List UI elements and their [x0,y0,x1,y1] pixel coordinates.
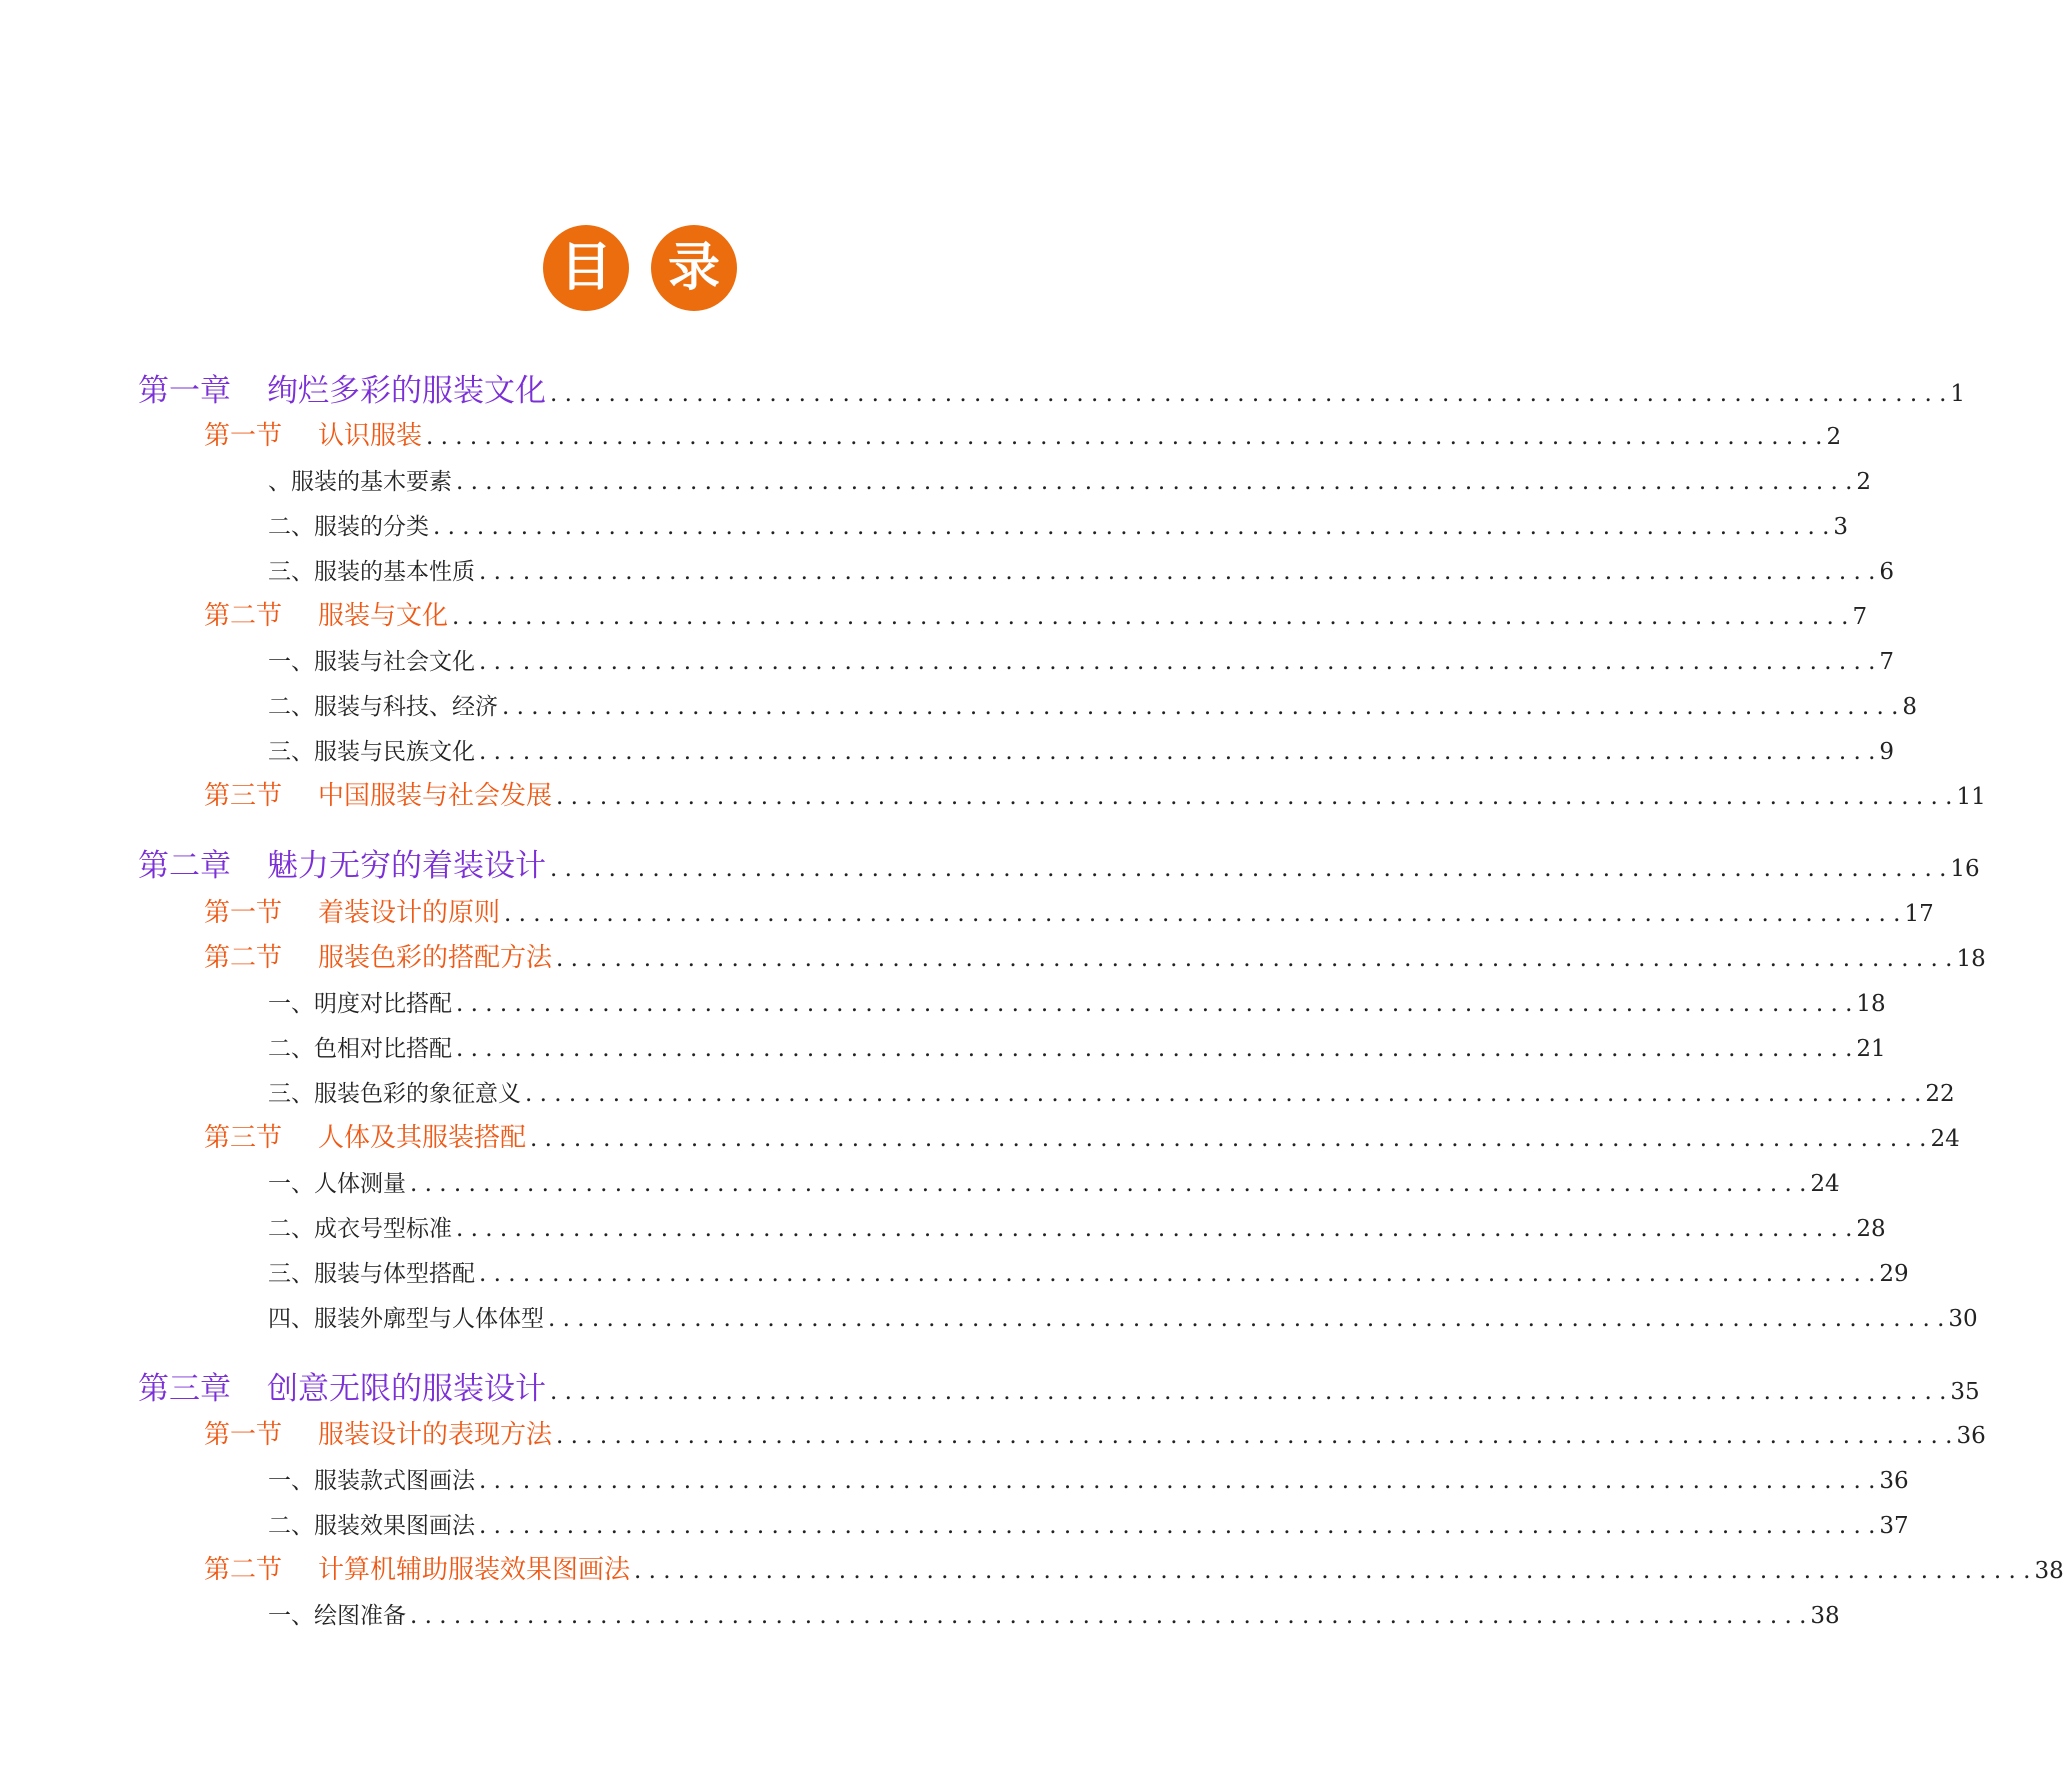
toc-item-text: 二、色相对比搭配 [268,1036,452,1062]
toc-chapter-title [138,1363,546,1408]
toc-item-title [268,1255,475,1288]
toc-chapter-number: 第三章 [138,1371,231,1407]
toc-section-number: 第一节 [204,898,283,928]
toc-item-title [268,1165,406,1198]
toc-chapter-row[interactable] [0,365,1966,410]
toc-section-text: 服装色彩的搭配方法 [318,943,553,973]
toc-page-number: 30 [1948,1306,1978,1332]
toc-leader-dots [456,991,1852,1017]
toc-item-row[interactable] [0,1075,1955,1108]
toc-leader-dots [452,604,1848,630]
toc-leader-dots [456,469,1852,495]
toc-section-text: 认识服装 [318,421,423,451]
toc-section-title [204,415,422,452]
toc-page-number: 36 [1956,1423,1986,1449]
toc-section-row[interactable] [0,1414,1986,1451]
toc-chapter-number: 第二章 [138,848,231,884]
toc-leader-dots [550,1379,1946,1405]
toc-chapter-text: 创意无限的服装设计 [267,1371,546,1407]
toc-item-title [268,553,475,586]
toc-leader-dots [433,514,1829,540]
toc-section-number: 第一节 [204,1420,283,1450]
toc-leader-dots [456,1216,1852,1242]
toc-item-text: 一、人体测量 [268,1171,406,1197]
toc-page-number: 18 [1956,946,1986,972]
toc-item-text: 二、服装与科技、经济 [268,694,498,720]
toc-page-number: 28 [1856,1216,1886,1242]
toc-leader-dots [456,1036,1852,1062]
toc-section-text: 中国服装与社会发展 [318,781,553,811]
toc-leader-dots [556,946,1952,972]
toc-item-row[interactable] [0,463,1872,496]
toc-section-number: 第二节 [204,601,283,631]
toc-section-title [204,1414,552,1451]
toc-leader-dots [479,1468,1875,1494]
toc-item-title [268,1597,406,1630]
toc-leader-dots [525,1081,1921,1107]
toc-page-number: 6 [1879,559,1895,585]
toc-item-title [268,1462,475,1495]
toc-section-row[interactable] [0,1549,2064,1586]
toc-page-number: 2 [1856,469,1872,495]
toc-section-text: 服装与文化 [318,601,449,631]
toc-item-text: 二、服装效果图画法 [268,1513,475,1539]
toc-page-number: 7 [1879,649,1895,675]
toc-section-text: 人体及其服装搭配 [318,1123,527,1153]
toc-page-number: 22 [1925,1081,1955,1107]
toc-page-number: 11 [1956,784,1986,810]
toc-item-text: 、服装的基木要素 [268,469,452,495]
toc-chapter-row[interactable] [0,1363,1980,1408]
toc-chapter-row[interactable] [0,840,1980,885]
toc-section-number: 第二节 [204,1555,283,1585]
toc-page-number: 3 [1833,514,1849,540]
toc-page-number: 35 [1950,1379,1980,1405]
toc-page-number: 24 [1810,1171,1840,1197]
toc-item-text: 一、服装与社会文化 [268,649,475,675]
toc-item-row[interactable] [0,1507,1909,1540]
toc-item-text: 三、服装色彩的象征意义 [268,1081,521,1107]
toc-item-title [268,643,475,676]
toc-section-title [204,892,500,929]
toc-item-text: 一、明度对比搭配 [268,991,452,1017]
toc-page-number: 1 [1950,381,1966,407]
toc-section-title [204,775,552,812]
toc-item-text: 三、服装与体型搭配 [268,1261,475,1287]
toc-page-number: 29 [1879,1261,1909,1287]
toc-section-row[interactable] [0,937,1986,974]
toc-section-text: 着装设计的原则 [318,898,501,928]
toc-item-row[interactable] [0,1255,1909,1288]
toc-chapter-text: 魅力无穷的着装设计 [267,848,546,884]
toc-item-row[interactable] [0,1597,1840,1630]
toc-item-text: 四、服装外廓型与人体体型 [268,1306,544,1332]
toc-section-number: 第二节 [204,943,283,973]
toc-item-row[interactable] [0,508,1849,541]
toc-section-text: 计算机辅助服装效果图画法 [318,1555,631,1585]
toc-leader-dots [502,694,1898,720]
toc-item-row[interactable] [0,553,1895,586]
toc-chapter-text: 绚烂多彩的服装文化 [267,373,546,409]
toc-item-row[interactable] [0,733,1895,766]
toc-section-number: 第三节 [204,1123,283,1153]
toc-page-number: 2 [1826,424,1842,450]
toc-leader-dots [556,1423,1952,1449]
toc-section-row[interactable] [0,775,1986,812]
toc-page-number: 8 [1902,694,1918,720]
toc-page-number: 7 [1852,604,1868,630]
toc-item-row[interactable] [0,1300,1978,1333]
toc-chapter-number: 第一章 [138,373,231,409]
toc-page-number: 21 [1856,1036,1886,1062]
toc-section-row[interactable] [0,595,1868,632]
toc-section-number: 第一节 [204,421,283,451]
toc-item-row[interactable] [0,985,1886,1018]
toc-item-row[interactable] [0,1030,1886,1063]
toc-leader-dots [530,1126,1926,1152]
toc-item-title [268,1210,452,1243]
toc-section-title [204,937,552,974]
toc-chapter-title [138,365,546,410]
toc-leader-dots [479,559,1875,585]
toc-item-row[interactable] [0,643,1895,676]
toc-page-number: 38 [2034,1558,2064,1584]
title-circle-mu: 目 [543,225,629,311]
toc-page-number: 36 [1879,1468,1909,1494]
toc-item-title [268,1030,452,1063]
toc-leader-dots [504,901,1900,927]
toc-item-text: 二、成衣号型标准 [268,1216,452,1242]
toc-item-title [268,688,498,721]
toc-chapter-title [138,840,546,885]
toc-page-number: 16 [1950,856,1980,882]
toc-item-title [268,1075,521,1108]
toc-leader-dots [550,856,1946,882]
toc-item-text: 二、服装的分类 [268,514,429,540]
toc-item-text: 三、服装与民族文化 [268,739,475,765]
toc-page-number: 37 [1879,1513,1909,1539]
toc-item-row[interactable] [0,1462,1909,1495]
toc-item-row[interactable] [0,688,1918,721]
toc-leader-dots [479,1513,1875,1539]
toc-leader-dots [479,739,1875,765]
toc-section-title [204,595,448,632]
toc-leader-dots [426,424,1822,450]
toc-item-title [268,1300,544,1333]
toc-leader-dots [548,1306,1944,1332]
toc-leader-dots [556,784,1952,810]
toc-page-number: 18 [1856,991,1886,1017]
toc-item-text: 一、服装款式图画法 [268,1468,475,1494]
toc-item-row[interactable] [0,1210,1886,1243]
toc-item-title [268,1507,475,1540]
toc-leader-dots [634,1558,2030,1584]
toc-page-number: 24 [1930,1126,1960,1152]
toc-leader-dots [550,381,1946,407]
toc-page-number: 38 [1810,1603,1840,1629]
toc-item-row[interactable] [0,1165,1840,1198]
toc-section-title [204,1117,526,1154]
toc-page-number: 17 [1904,901,1934,927]
toc-leader-dots [479,649,1875,675]
toc-section-row[interactable] [0,415,1842,452]
toc-section-row[interactable] [0,892,1934,929]
toc-leader-dots [410,1603,1806,1629]
title-circle-lu: 录 [651,225,737,311]
toc-heading [0,225,1276,311]
toc-item-text: 三、服装的基本性质 [268,559,475,585]
toc-item-text: 一、绘图准备 [268,1603,406,1629]
toc-section-row[interactable] [0,1117,1960,1154]
toc-item-title [268,508,429,541]
toc-item-title [268,985,452,1018]
toc-item-title [268,463,452,496]
toc-leader-dots [479,1261,1875,1287]
toc-section-title [204,1549,630,1586]
toc-section-number: 第三节 [204,781,283,811]
toc-section-text: 服装设计的表现方法 [318,1420,553,1450]
toc-item-title [268,733,475,766]
toc-leader-dots [410,1171,1806,1197]
toc-page-number: 9 [1879,739,1895,765]
